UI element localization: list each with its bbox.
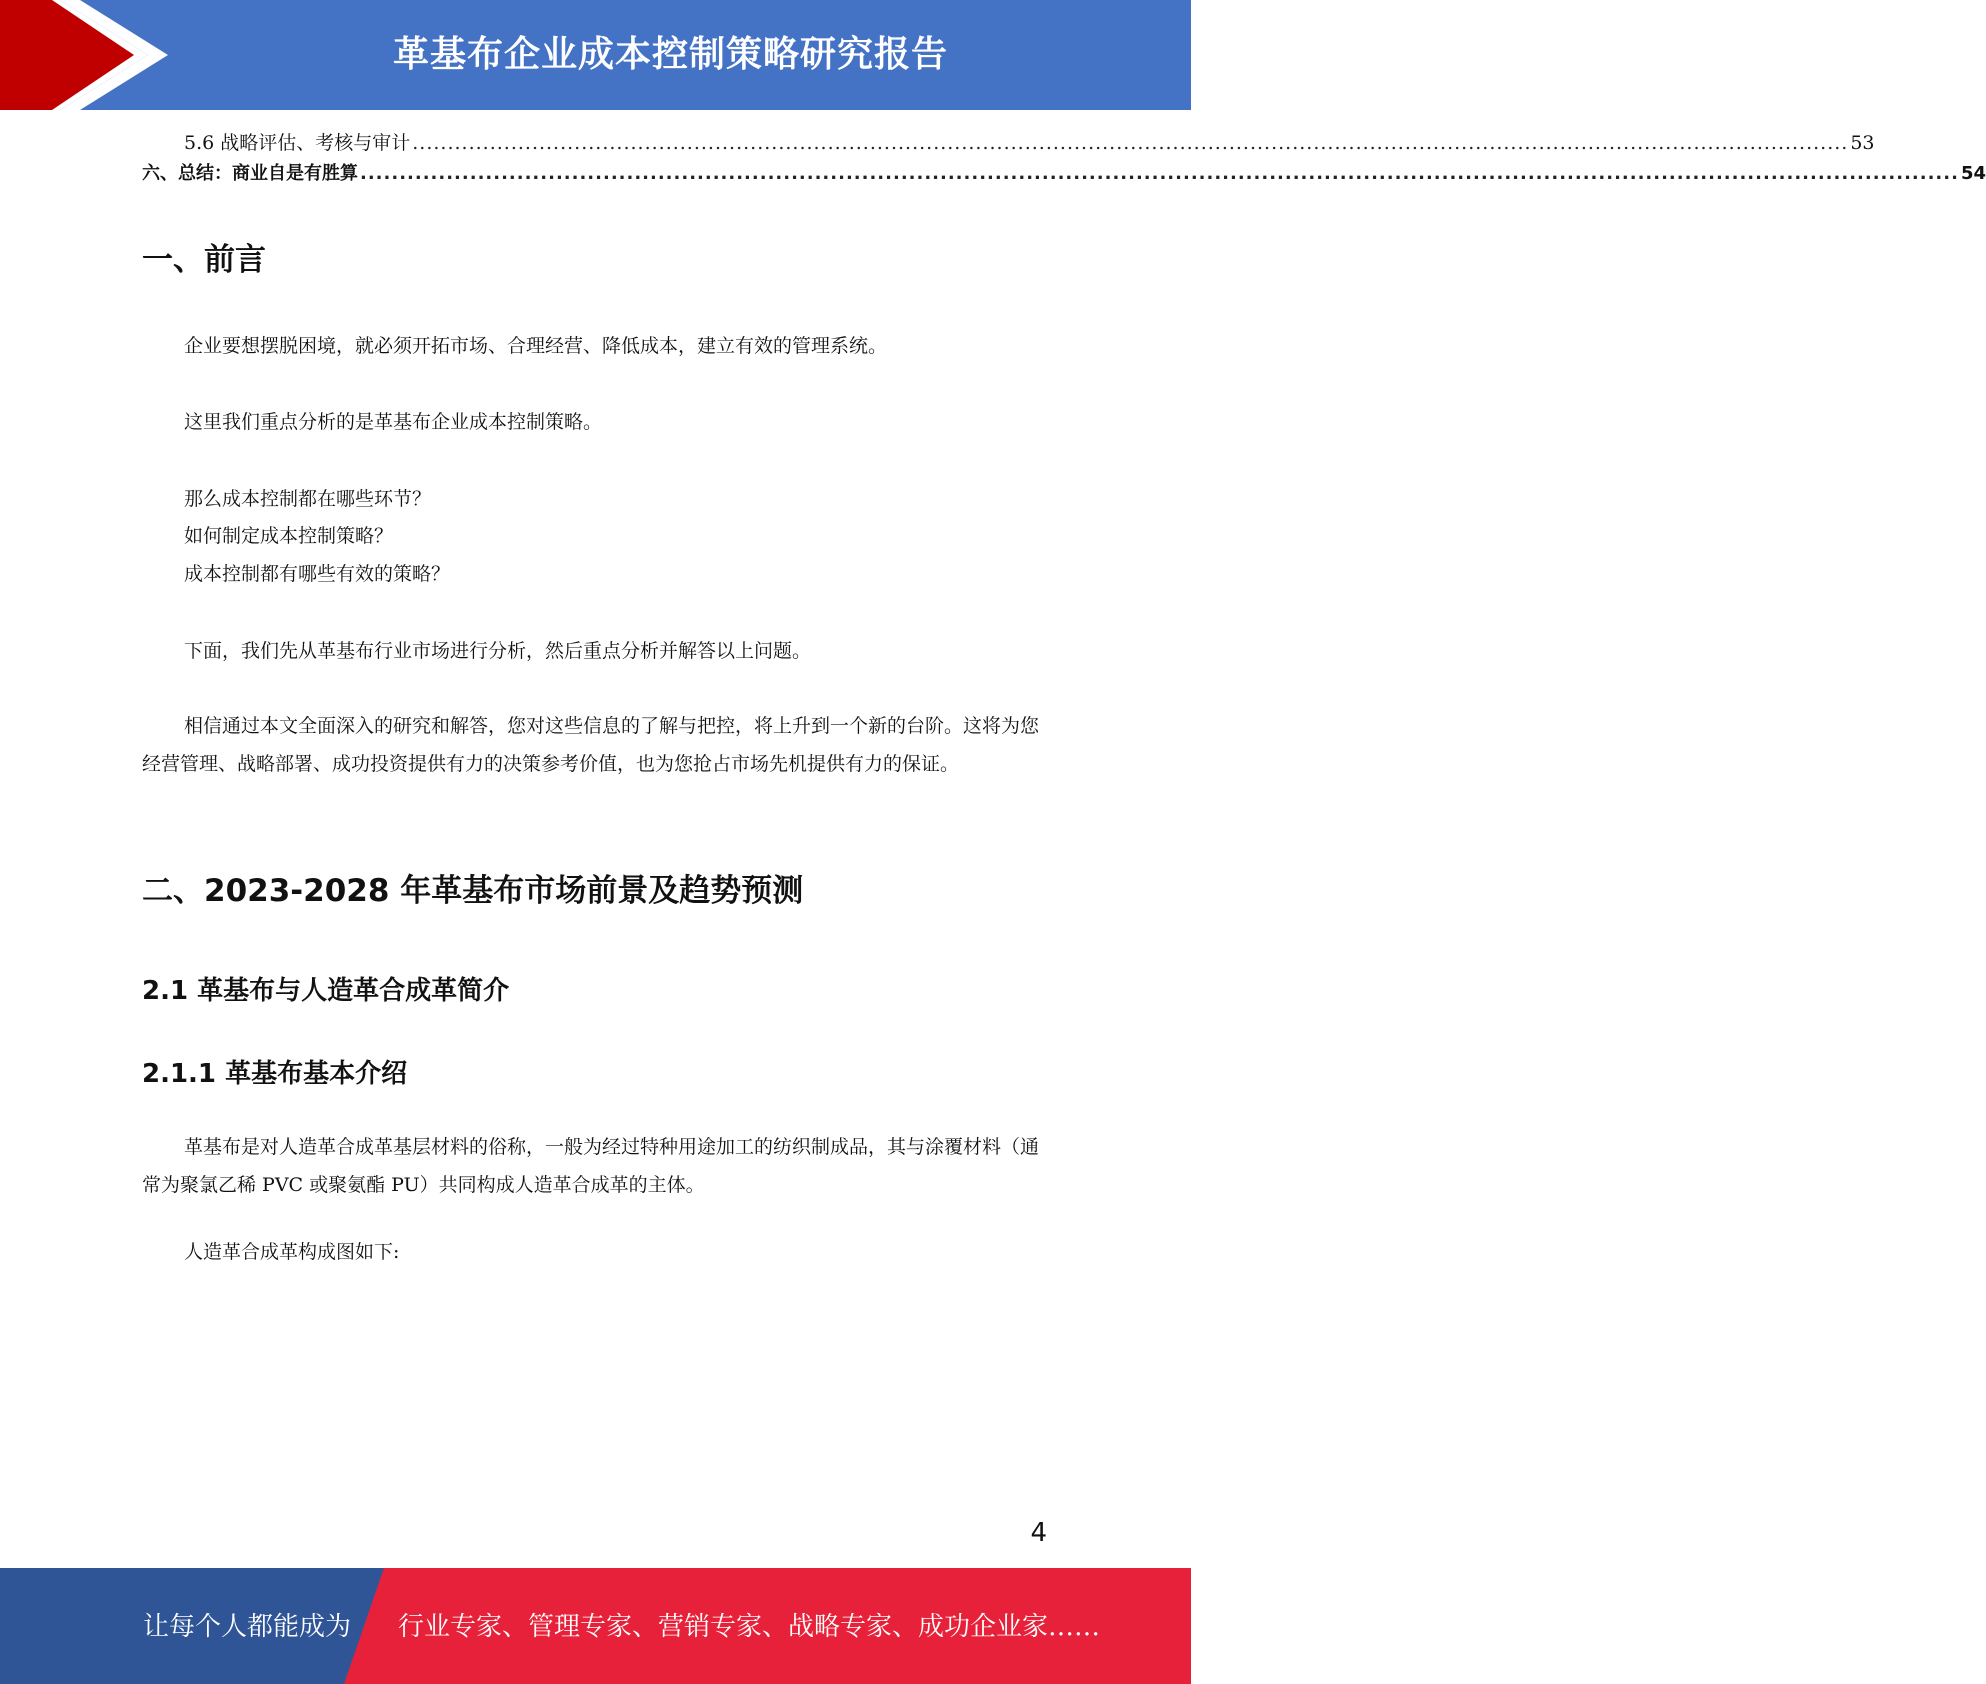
toc-leader-dots: ............................................................................................................................................................................................................ bbox=[360, 163, 1959, 184]
subsubsection-heading: 2.1.1 革基布基本介绍 bbox=[142, 1059, 408, 1089]
toc-entry-page: 54 bbox=[1960, 163, 1986, 184]
question-line: 成本控制都有哪些有效的策略？ bbox=[184, 563, 451, 585]
paragraph: 相信通过本文全面深入的研究和解答，您对这些信息的了解与把控，将上升到一个新的台阶。这将为您经营管理、战略部署、成功投资提供有力的决策参考价值，也为您抢占市场先机提供有力的保证。 bbox=[142, 715, 1040, 775]
page-header bbox=[0, 0, 1191, 110]
section-heading: 二、2023-2028 年革基布市场前景及趋势预测 bbox=[142, 873, 804, 909]
toc-entry[interactable] bbox=[142, 160, 1986, 188]
subsection-heading: 2.1 革基布与人造革合成革简介 bbox=[142, 976, 510, 1006]
paragraph: 革基布是对人造革合成革基层材料的俗称，一般为经过特种用途加工的纺织制成品，其与涂覆材料（通常为聚氯乙稀 PVC 或聚氨酯 PU）共同构成人造革合成革的主体。 bbox=[142, 1136, 1040, 1196]
paragraph: 人造革合成革构成图如下: bbox=[184, 1241, 400, 1263]
question-line: 如何制定成本控制策略？ bbox=[184, 525, 394, 547]
section-heading: 一、前言 bbox=[142, 242, 266, 278]
toc-entry-label: 5.6 战略评估、考核与审计 bbox=[184, 132, 411, 154]
report-title: 革基布企业成本控制策略研究报告 bbox=[392, 34, 948, 75]
question-line: 那么成本控制都在哪些环节？ bbox=[184, 488, 432, 510]
page-footer bbox=[0, 1568, 1191, 1684]
toc-entry-label: 六、总结：商业自是有胜算 bbox=[142, 163, 358, 184]
page-number: 4 bbox=[1030, 1518, 1047, 1548]
footer-slogan-right: 行业专家、管理专家、营销专家、战略专家、成功企业家…… bbox=[398, 1612, 1101, 1642]
paragraph: 这里我们重点分析的是革基布企业成本控制策略。 bbox=[184, 411, 603, 433]
toc-entry-page: 53 bbox=[1850, 132, 1875, 154]
toc-entry[interactable] bbox=[184, 129, 1875, 157]
toc-leader-dots: ............................................................................................................................................................................................................ bbox=[412, 132, 1849, 154]
paragraph: 下面，我们先从革基布行业市场进行分析，然后重点分析并解答以上问题。 bbox=[184, 640, 812, 662]
paragraph: 企业要想摆脱困境，就必须开拓市场、合理经营、降低成本，建立有效的管理系统。 bbox=[184, 335, 888, 357]
footer-slogan-left: 让每个人都能成为 bbox=[143, 1612, 352, 1642]
